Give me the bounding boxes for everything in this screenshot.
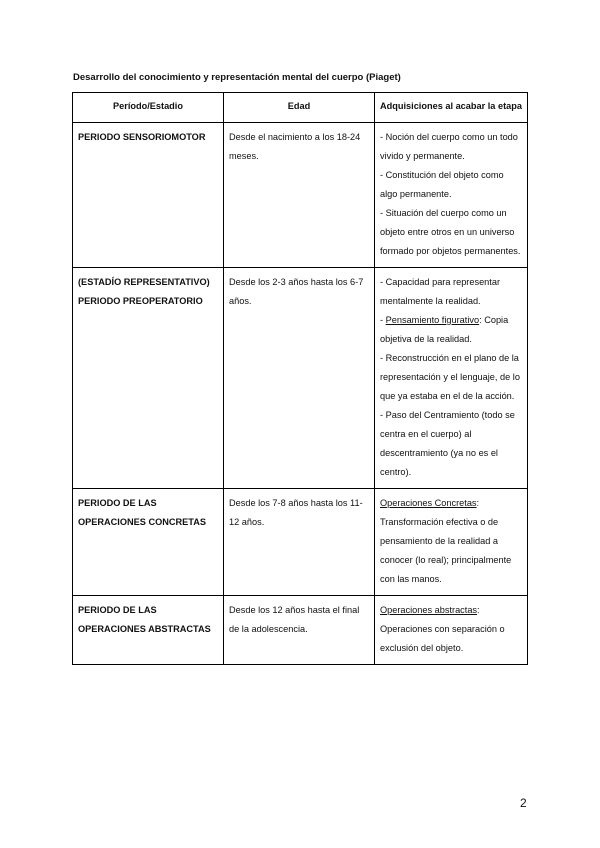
underlined-term: Pensamiento figurativo — [385, 315, 480, 325]
table-header-row — [73, 93, 528, 123]
stage-name: PERIODO SENSORIOMOTOR — [78, 132, 206, 142]
age-cell: Desde el nacimiento a los 18-24 meses. — [224, 123, 375, 268]
acquisitions-cell — [375, 596, 528, 665]
table-row — [73, 489, 528, 596]
stage-cell — [73, 123, 224, 268]
header-stage: Período/Estadio — [73, 93, 224, 123]
header-age: Edad — [224, 93, 375, 123]
acquisition-item — [380, 349, 522, 406]
acquisition-text: - Reconstrucción en el plano de la representación y el lenguaje, de lo que ya estaba en el de la acción. — [380, 353, 520, 401]
acquisitions-cell — [375, 123, 528, 268]
stage-name: PERIODO PREOPERATORIO — [78, 296, 203, 306]
acquisitions-cell — [375, 489, 528, 596]
underlined-term: Operaciones Concretas — [380, 498, 477, 508]
age-cell: Desde los 7-8 años hasta los 11-12 años. — [224, 489, 375, 596]
table-row — [73, 268, 528, 489]
acquisition-text: : Operaciones con separación o exclusión del objeto. — [380, 605, 505, 653]
header-acquisitions: Adquisiciones al acabar la etapa — [375, 93, 528, 123]
acquisition-item — [380, 273, 522, 311]
acquisition-item — [380, 128, 522, 166]
acquisition-text: : Transformación efectiva o de pensamiento de la realidad a conocer (lo real); principalmente con las manos. — [380, 498, 512, 584]
acquisition-text: - Constitución del objeto como algo permanente. — [380, 170, 504, 199]
page-number: 2 — [520, 796, 527, 810]
acquisition-item — [380, 601, 522, 658]
acquisition-item — [380, 494, 522, 589]
table-row — [73, 596, 528, 665]
stage-name: (ESTADÍO REPRESENTATIVO) — [78, 277, 210, 287]
acquisition-text: - Noción del cuerpo como un todo vivido y permanente. — [380, 132, 518, 161]
acquisition-item — [380, 406, 522, 482]
acquisition-item — [380, 311, 522, 349]
stage-name: PERIODO DE LAS OPERACIONES ABSTRACTAS — [78, 605, 211, 634]
acquisition-item — [380, 204, 522, 261]
piaget-stages-table — [72, 92, 528, 665]
acquisition-text: - — [380, 315, 386, 325]
stage-cell — [73, 596, 224, 665]
acquisition-text: - Capacidad para representar mentalmente la realidad. — [380, 277, 501, 306]
acquisition-text: : Copia objetiva de la realidad. — [380, 315, 509, 344]
acquisitions-cell — [375, 268, 528, 489]
acquisition-text: - Paso del Centramiento (todo se centra en el cuerpo) al descentramiento (ya no es el centro). — [380, 410, 515, 477]
stage-cell — [73, 489, 224, 596]
acquisition-text: - Situación del cuerpo como un objeto entre otros en un universo formado por objetos permanentes. — [380, 208, 521, 256]
table-body — [73, 123, 528, 665]
document-title: Desarrollo del conocimiento y representación mental del cuerpo (Piaget) — [73, 72, 401, 83]
age-cell: Desde los 2-3 años hasta los 6-7 años. — [224, 268, 375, 489]
acquisition-item — [380, 166, 522, 204]
stage-cell — [73, 268, 224, 489]
stage-name: PERIODO DE LAS OPERACIONES CONCRETAS — [78, 498, 206, 527]
age-cell: Desde los 12 años hasta el final de la adolescencia. — [224, 596, 375, 665]
table-row — [73, 123, 528, 268]
underlined-term: Operaciones abstractas — [380, 605, 478, 615]
